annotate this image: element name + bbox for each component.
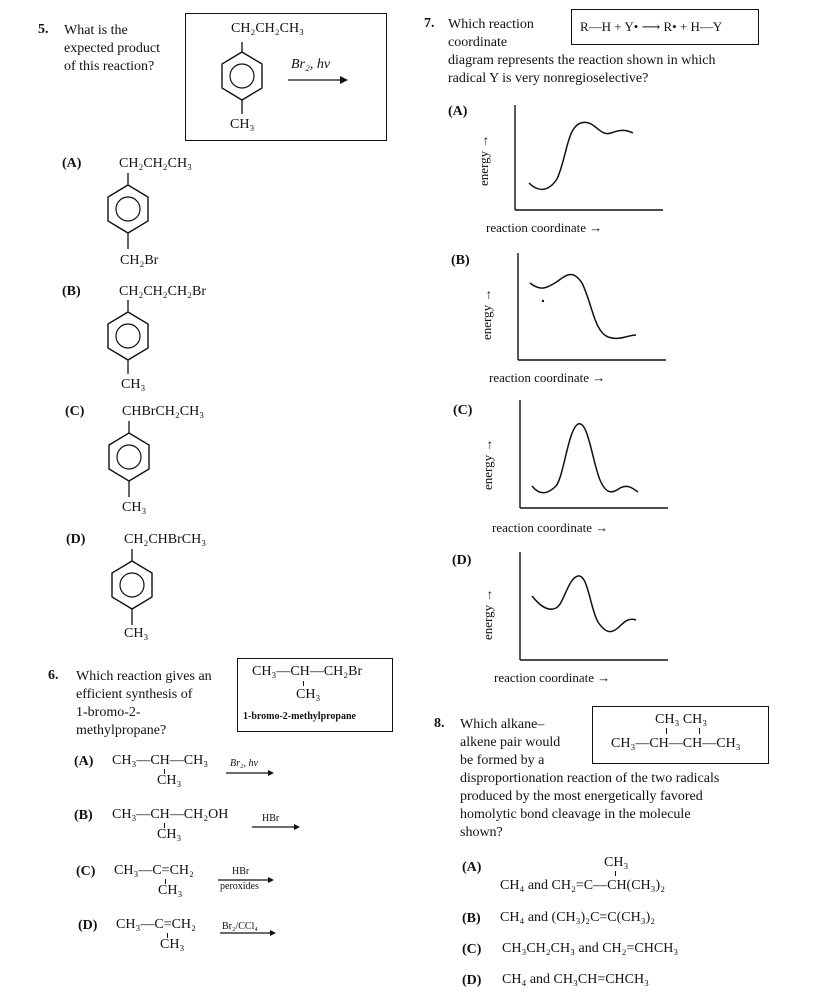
option-label: (A)	[74, 754, 94, 769]
option-label: (D)	[452, 553, 472, 568]
reagent: Br₂/CCl₄	[222, 921, 258, 932]
substituent-bottom: CH₃	[122, 500, 147, 515]
axis-x-label: reaction coordinate →	[492, 520, 609, 535]
reaction-box	[185, 13, 387, 141]
axis-x-label: reaction coordinate →	[494, 670, 611, 685]
benzene-ring	[100, 173, 156, 253]
question-line: Which reaction gives an	[76, 669, 212, 684]
question-text	[64, 22, 160, 76]
option-label: (B)	[74, 808, 93, 823]
box-main-chain: CH₃—CH—CH—CH₃	[611, 736, 741, 751]
question-line: of this reaction?	[64, 59, 155, 74]
option-text: CH₄ and CH₃CH=CHCH₃	[502, 972, 649, 987]
question-number: 5.	[38, 22, 49, 37]
benzene-ring	[101, 421, 157, 501]
question-line: diagram represents the reaction shown in which	[448, 53, 716, 68]
substituent-top: CH₂CHBrCH₃	[124, 532, 207, 547]
axis-y-label: energy →	[476, 134, 491, 186]
reactant-box	[237, 658, 393, 732]
option-label: (C)	[453, 403, 473, 418]
question-number: 6.	[48, 668, 59, 683]
question-number: 8.	[434, 716, 445, 731]
reagent-condition: peroxides	[220, 881, 259, 892]
benzene-ring	[100, 300, 156, 380]
question-line: alkene pair would	[460, 735, 561, 750]
question-line: be formed by a	[460, 753, 545, 768]
branch-bond	[615, 871, 616, 876]
axis-y-label: energy →	[480, 588, 495, 640]
axis-y-label: energy →	[479, 288, 494, 340]
arrow-icon	[220, 929, 276, 937]
question-line: produced by the most energetically favored	[460, 789, 703, 804]
question-line: 1-bromo-2-	[76, 705, 141, 720]
question-text	[448, 16, 534, 52]
box-branch: CH₃	[296, 687, 321, 702]
reagent: Br₂, hν	[230, 758, 258, 769]
substituent-bottom: CH₂Br	[120, 253, 159, 268]
axis-x-label: reaction coordinate →	[489, 370, 606, 385]
question-line: Which reaction	[448, 17, 534, 32]
reagent: HBr	[232, 866, 250, 877]
reagent: HBr	[262, 813, 280, 824]
option-label: (B)	[62, 284, 81, 299]
option-label: (D)	[66, 532, 86, 547]
branch: CH₃	[157, 773, 182, 788]
option-label: (A)	[448, 104, 468, 119]
option-label: (A)	[462, 860, 482, 875]
axis-y-label: energy →	[480, 438, 495, 490]
formula: CH₃—CH—CH₂OH	[112, 807, 229, 822]
box-reaction: R—H + Y• ⟶ R• + H—Y	[580, 19, 723, 34]
option-label: (B)	[451, 253, 470, 268]
arrow-icon	[226, 769, 274, 777]
formula: CH₃—CH—CH₃	[112, 753, 209, 768]
question-text	[460, 770, 719, 842]
box-compound-name: 1-bromo-2-methylpropane	[243, 711, 356, 722]
question-line: Which alkane–	[460, 717, 545, 732]
option-label: (A)	[62, 156, 82, 171]
substituent-top: CH₂CH₂CH₂Br	[119, 284, 206, 299]
arrow-icon	[252, 823, 300, 831]
branch-bond	[666, 728, 667, 734]
branch: CH₃	[160, 937, 185, 952]
question-line: expected product	[64, 41, 161, 56]
energy-diagram	[520, 552, 670, 664]
substituent-top: CH₂CH₂CH₃	[119, 156, 192, 171]
question-number: 7.	[424, 16, 435, 31]
formula: CH₃—C=CH₂	[114, 863, 194, 878]
question-line: coordinate	[448, 35, 508, 50]
benzene-ring	[212, 42, 272, 118]
option-text: CH₄ and CH₂=C—CH(CH₃)₂	[500, 878, 666, 893]
branch: CH₃	[157, 827, 182, 842]
axis-x-label: reaction coordinate →	[486, 220, 603, 235]
question-line: radical Y is very nonregioselective?	[448, 71, 649, 86]
energy-diagram	[515, 105, 665, 215]
energy-diagram	[518, 253, 668, 363]
option-text: CH₄ and (CH₃)₂C=C(CH₃)₂	[500, 910, 656, 925]
option-label: (C)	[76, 864, 96, 879]
question-line: efficient synthesis of	[76, 687, 193, 702]
reactant-methyl: CH₃	[230, 117, 255, 132]
formula: CH₃—C=CH₂	[116, 917, 196, 932]
box-formula: CH₃—CH—CH₂Br	[252, 664, 363, 679]
question-text	[76, 668, 212, 740]
question-line: shown?	[460, 825, 503, 840]
question-line: homolytic bond cleavage in the molecule	[460, 807, 691, 822]
energy-diagram	[520, 400, 670, 512]
reaction-box	[571, 9, 759, 45]
branch-bond	[699, 728, 700, 734]
question-text	[448, 52, 715, 88]
question-text	[460, 716, 560, 770]
question-line: What is the	[64, 23, 128, 38]
option-label: (C)	[65, 404, 85, 419]
box-substituents: CH₃ CH₃	[655, 712, 708, 727]
option-label: (B)	[462, 911, 481, 926]
question-line: disproportionation reaction of the two radicals	[460, 771, 720, 786]
substituent-bottom: CH₃	[121, 377, 146, 392]
branch: CH₃	[158, 883, 183, 898]
option-label: (D)	[78, 918, 98, 933]
arrow-icon	[288, 76, 348, 84]
reagent: Br₂, hν	[291, 57, 331, 72]
reactant-substituent: CH₂CH₂CH₃	[231, 21, 304, 36]
substituent-bottom: CH₃	[124, 626, 149, 641]
option-label: (D)	[462, 973, 482, 988]
branch: CH₃	[604, 855, 629, 870]
option-text: CH₃CH₂CH₃ and CH₂=CHCH₃	[502, 941, 679, 956]
question-line: methylpropane?	[76, 723, 167, 738]
substituent-top: CHBrCH₂CH₃	[122, 404, 205, 419]
option-label: (C)	[462, 942, 482, 957]
molecule-box	[592, 706, 769, 764]
benzene-ring	[104, 549, 160, 629]
